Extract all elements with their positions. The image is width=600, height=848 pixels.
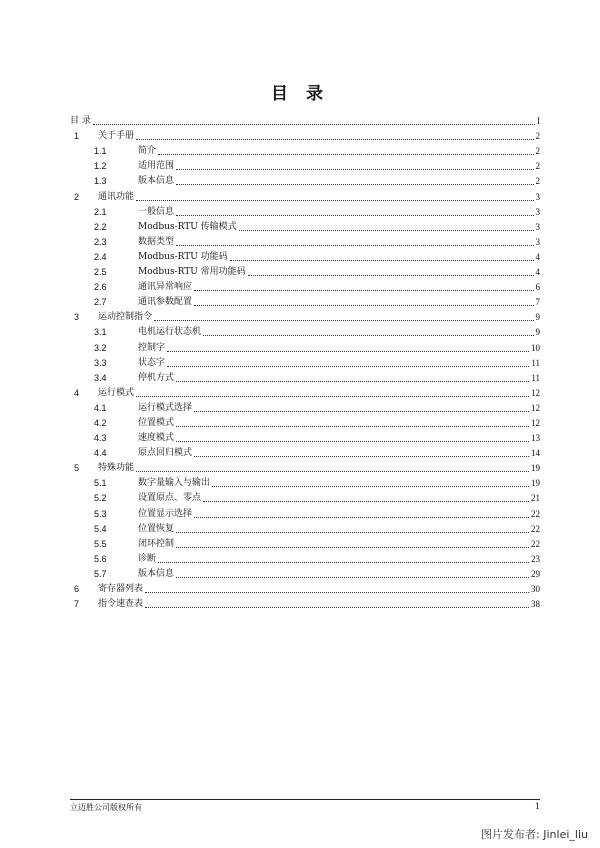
toc-entry-page: 30 (531, 584, 540, 594)
toc-entry[interactable] (70, 504, 540, 519)
toc-dot-leader (145, 591, 529, 593)
toc-entry[interactable] (70, 112, 540, 127)
toc-entry[interactable] (70, 550, 540, 565)
toc-entry-page: 2 (535, 146, 540, 157)
toc-entry-number: 1.1 (94, 146, 107, 157)
toc-entry[interactable] (70, 142, 540, 157)
toc-entry-label: 设置原点、零点 (138, 493, 202, 504)
toc-entry-number: 7 (74, 599, 80, 610)
toc-entry-number: 4.1 (94, 402, 107, 413)
toc-entry[interactable] (70, 187, 540, 202)
toc-entry-label: 目 录 (70, 116, 91, 127)
toc-entry-page: 11 (531, 372, 540, 383)
toc-entry-page: 38 (531, 599, 540, 610)
toc-entry-label: 控制字 (138, 342, 166, 353)
toc-entry-number: 4.3 (94, 433, 107, 444)
toc-entry-page: 4 (535, 267, 540, 278)
toc-entry-page: 4 (535, 251, 540, 262)
toc-entry[interactable] (70, 127, 540, 142)
toc-entry-label: 位置模式 (138, 417, 175, 428)
toc-entry-number: 2 (74, 191, 80, 202)
toc-entry-label: 位置显示选择 (138, 508, 193, 519)
toc-entry-label: 原点回归模式 (138, 448, 193, 459)
toc-entry-number: 4.4 (94, 448, 107, 459)
toc-entry-label: Modbus-RTU 传输模式 (138, 221, 237, 232)
footer-copyright: 立迈胜公司版权所有 (70, 803, 142, 812)
toc-dot-leader (176, 531, 529, 533)
toc-entry-label: 数据类型 (138, 236, 175, 247)
toc-entry[interactable] (70, 308, 540, 323)
toc-entry-label: 关于手册 (98, 131, 135, 142)
toc-dot-leader (167, 365, 529, 367)
toc-entry-number: 5.6 (94, 553, 107, 564)
table-of-contents (70, 112, 540, 610)
toc-entry[interactable] (70, 354, 540, 369)
toc-entry-number: 3.4 (94, 372, 107, 383)
toc-entry[interactable] (70, 203, 540, 218)
toc-entry-label: 版本信息 (138, 568, 175, 579)
toc-entry-number: 2.1 (94, 206, 107, 217)
toc-entry-page: 19 (531, 463, 540, 474)
toc-dot-leader (158, 561, 529, 563)
toc-entry-label: 状态字 (138, 357, 166, 368)
toc-dot-leader (176, 425, 529, 427)
toc-entry-number: 2.3 (94, 236, 107, 247)
publisher-watermark: 图片发布者: Jinlei_liu (481, 828, 588, 841)
toc-entry[interactable] (70, 474, 540, 489)
toc-dot-leader (194, 516, 529, 518)
toc-entry-label: 运行模式选择 (138, 402, 193, 413)
toc-dot-leader (176, 380, 529, 382)
toc-dot-leader (136, 395, 529, 397)
toc-entry-number: 3 (74, 312, 80, 323)
toc-entry-page: 3 (535, 221, 540, 232)
toc-dot-leader (194, 410, 529, 412)
toc-entry-page: 19 (531, 478, 540, 489)
toc-entry-page: 13 (531, 433, 540, 444)
toc-entry-page: 14 (531, 448, 540, 459)
toc-entry-page: 22 (531, 508, 540, 519)
toc-entry-page: 12 (531, 417, 540, 428)
toc-entry-page: 12 (531, 402, 540, 413)
toc-entry[interactable] (70, 293, 540, 308)
toc-entry-number: 6 (74, 584, 80, 594)
toc-dot-leader (176, 546, 529, 548)
toc-entry[interactable] (70, 535, 540, 550)
toc-entry[interactable] (70, 338, 540, 353)
toc-entry[interactable] (70, 414, 540, 429)
toc-entry[interactable] (70, 323, 540, 338)
toc-entry-number: 2.5 (94, 267, 107, 278)
toc-entry-page: 2 (535, 131, 540, 142)
toc-dot-leader (176, 576, 529, 578)
page-title: 目 录 (271, 84, 329, 104)
toc-entry-label: 适用范围 (138, 161, 175, 172)
toc-entry-number: 5.3 (94, 508, 107, 519)
toc-entry-number: 4 (74, 387, 80, 398)
toc-entry[interactable] (70, 263, 540, 278)
toc-entry-label: 速度模式 (138, 433, 175, 444)
toc-entry-number: 2.6 (94, 282, 107, 293)
toc-entry-number: 2.4 (94, 251, 107, 262)
toc-entry-label: 运动控制指令 (98, 312, 153, 323)
toc-dot-leader (136, 138, 533, 140)
toc-entry[interactable] (70, 489, 540, 504)
toc-dot-leader (212, 485, 529, 487)
toc-entry-label: 位置恢复 (138, 523, 175, 534)
toc-entry-number: 3.1 (94, 327, 107, 338)
toc-entry-label: 指令速查表 (98, 599, 144, 610)
toc-entry-label: 停机方式 (138, 372, 175, 383)
toc-entry-number: 1 (74, 131, 80, 142)
toc-entry-label: 一般信息 (138, 206, 175, 217)
toc-entry-label: 诊断 (138, 553, 157, 564)
toc-entry-page: 6 (535, 282, 540, 293)
toc-entry-number: 1.3 (94, 176, 107, 187)
toc-entry-page: 11 (531, 357, 540, 368)
toc-entry-page: 9 (535, 312, 540, 323)
toc-entry-number: 5 (74, 463, 80, 474)
toc-entry-label: 通讯参数配置 (138, 297, 193, 308)
toc-dot-leader (176, 214, 533, 216)
toc-entry[interactable] (70, 399, 540, 414)
toc-entry[interactable] (70, 384, 540, 399)
toc-entry[interactable] (70, 233, 540, 248)
toc-dot-leader (145, 606, 529, 608)
toc-entry-page: 3 (535, 191, 540, 202)
toc-entry-label: 运行模式 (98, 387, 135, 398)
toc-dot-leader (203, 334, 533, 336)
toc-entry[interactable] (70, 520, 540, 535)
toc-entry-page: I (537, 116, 540, 127)
toc-entry-number: 3.3 (94, 357, 107, 368)
toc-entry-label: 电机运行状态机 (138, 327, 202, 338)
toc-entry-label: Modbus-RTU 常用功能码 (138, 267, 246, 278)
toc-entry-label: 特殊功能 (98, 463, 135, 474)
toc-dot-leader (194, 304, 533, 306)
toc-entry[interactable] (70, 459, 540, 474)
toc-entry[interactable] (70, 580, 540, 595)
toc-entry[interactable] (70, 172, 540, 187)
toc-entry[interactable] (70, 429, 540, 444)
toc-dot-leader (248, 274, 534, 276)
toc-dot-leader (194, 289, 533, 291)
toc-entry[interactable] (70, 444, 540, 459)
toc-dot-leader (93, 123, 535, 125)
toc-dot-leader (176, 168, 533, 170)
toc-entry-page: 3 (535, 236, 540, 247)
toc-entry[interactable] (70, 157, 540, 172)
toc-entry-number: 5.2 (94, 493, 107, 504)
toc-entry-page: 22 (531, 523, 540, 534)
toc-entry-number: 4.2 (94, 417, 107, 428)
toc-entry-page: 21 (531, 493, 540, 504)
toc-entry-label: 版本信息 (138, 176, 175, 187)
toc-entry[interactable] (70, 248, 540, 263)
toc-entry-page: 29 (531, 568, 540, 579)
toc-dot-leader (176, 440, 529, 442)
toc-entry-number: 2.7 (94, 297, 107, 308)
toc-dot-leader (194, 455, 529, 457)
toc-entry-number: 5.5 (94, 538, 107, 549)
toc-dot-leader (176, 244, 533, 246)
toc-entry-page: 22 (531, 538, 540, 549)
toc-entry-number: 5.7 (94, 568, 107, 579)
toc-entry-label: 通讯功能 (98, 191, 135, 202)
toc-entry-page: 23 (531, 553, 540, 564)
toc-dot-leader (167, 350, 529, 352)
toc-entry[interactable] (70, 369, 540, 384)
toc-dot-leader (136, 199, 533, 201)
toc-entry-number: 2.2 (94, 221, 107, 232)
toc-entry[interactable] (70, 565, 540, 580)
toc-entry[interactable] (70, 595, 540, 610)
toc-dot-leader (239, 229, 534, 231)
toc-entry-page: 2 (535, 176, 540, 187)
toc-dot-leader (176, 183, 533, 185)
toc-entry-page: 3 (535, 206, 540, 217)
toc-entry-page: 2 (535, 161, 540, 172)
toc-entry-number: 5.4 (94, 523, 107, 534)
toc-dot-leader (158, 153, 533, 155)
toc-entry-label: 通讯异常响应 (138, 282, 193, 293)
toc-entry-number: 1.2 (94, 161, 107, 172)
toc-entry-page: 12 (531, 387, 540, 398)
toc-entry-label: 数字量输入与输出 (138, 478, 211, 489)
footer-divider (70, 799, 540, 800)
toc-dot-leader (230, 259, 534, 261)
toc-entry[interactable] (70, 278, 540, 293)
toc-entry-label: 寄存器列表 (98, 584, 144, 594)
toc-dot-leader (136, 470, 529, 472)
toc-dot-leader (154, 319, 533, 321)
toc-entry-page: 9 (535, 327, 540, 338)
toc-entry-number: 5.1 (94, 478, 107, 489)
toc-entry-page: 10 (531, 342, 540, 353)
toc-dot-leader (203, 500, 529, 502)
toc-entry-label: 闭环控制 (138, 538, 175, 549)
toc-entry[interactable] (70, 218, 540, 233)
toc-entry-number: 3.2 (94, 342, 107, 353)
toc-entry-label: Modbus-RTU 功能码 (138, 251, 228, 262)
toc-entry-label: 简介 (138, 146, 157, 157)
footer-page-number: 1 (534, 802, 540, 811)
toc-entry-page: 7 (535, 297, 540, 308)
